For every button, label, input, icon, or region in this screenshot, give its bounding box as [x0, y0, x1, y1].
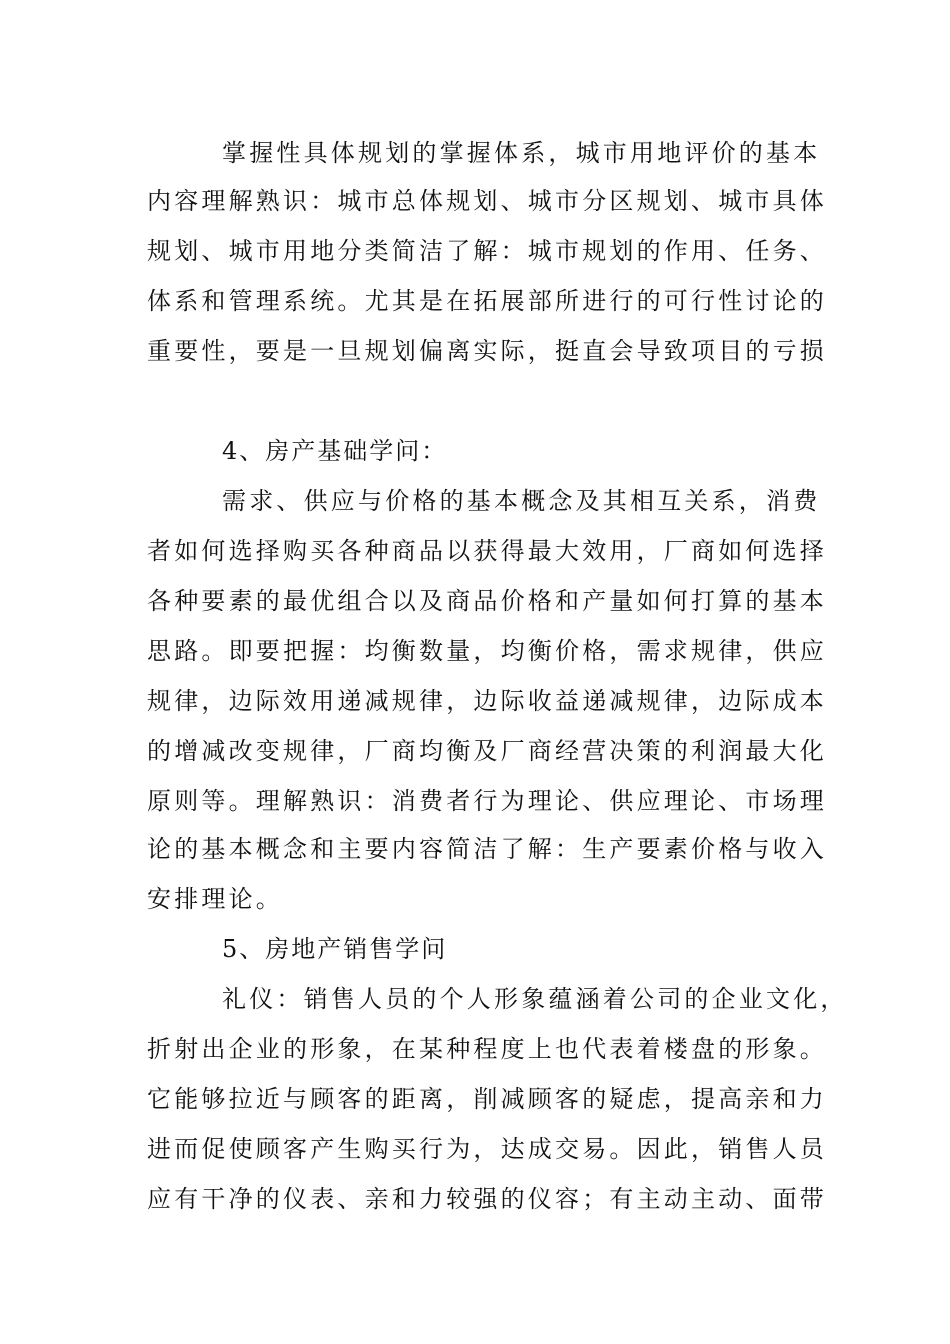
paragraph-line: 礼仪：销售人员的个人形象蕴涵着公司的企业文化， — [222, 985, 848, 1013]
paragraph-line: 折射出企业的形象，在某种程度上也代表着楼盘的形象。 — [147, 1035, 827, 1063]
paragraph-line: 重要性，要是一旦规划偏离实际，挺直会导致项目的亏损 — [147, 337, 827, 365]
paragraph-line: 需求、供应与价格的基本概念及其相互关系，消费 — [222, 487, 821, 515]
paragraph-line: 的增减改变规律，厂商均衡及厂商经营决策的利润最大化 — [147, 737, 827, 765]
paragraph-line: 体系和管理系统。尤其是在拓展部所进行的可行性讨论的 — [147, 287, 827, 315]
paragraph-line: 规律，边际效用递减规律，边际收益递减规律，边际成本 — [147, 687, 827, 715]
paragraph-line: 进而促使顾客产生购买行为，达成交易。因此，销售人员 — [147, 1135, 827, 1163]
paragraph-line: 思路。即要把握：均衡数量，均衡价格，需求规律，供应 — [147, 637, 827, 665]
paragraph-line: 原则等。理解熟识：消费者行为理论、供应理论、市场理 — [147, 787, 827, 815]
paragraph-line: 掌握性具体规划的掌握体系，城市用地评价的基本 — [222, 139, 821, 167]
section-heading: 5、房地产销售学问 — [222, 935, 448, 963]
paragraph-line: 它能够拉近与顾客的距离，削减顾客的疑虑，提高亲和力 — [147, 1085, 827, 1113]
paragraph-line: 内容理解熟识：城市总体规划、城市分区规划、城市具体 — [147, 187, 827, 215]
paragraph-line: 论的基本概念和主要内容简洁了解：生产要素价格与收入 — [147, 835, 827, 863]
paragraph-line: 应有干净的仪表、亲和力较强的仪容；有主动主动、面带 — [147, 1185, 827, 1213]
paragraph-line: 规划、城市用地分类简洁了解：城市规划的作用、任务、 — [147, 237, 827, 265]
paragraph-line: 各种要素的最优组合以及商品价格和产量如何打算的基本 — [147, 587, 827, 615]
paragraph-line: 者如何选择购买各种商品以获得最大效用，厂商如何选择 — [147, 537, 827, 565]
section-heading: 4、房产基础学问： — [222, 437, 448, 465]
paragraph-line: 安排理论。 — [147, 885, 283, 913]
